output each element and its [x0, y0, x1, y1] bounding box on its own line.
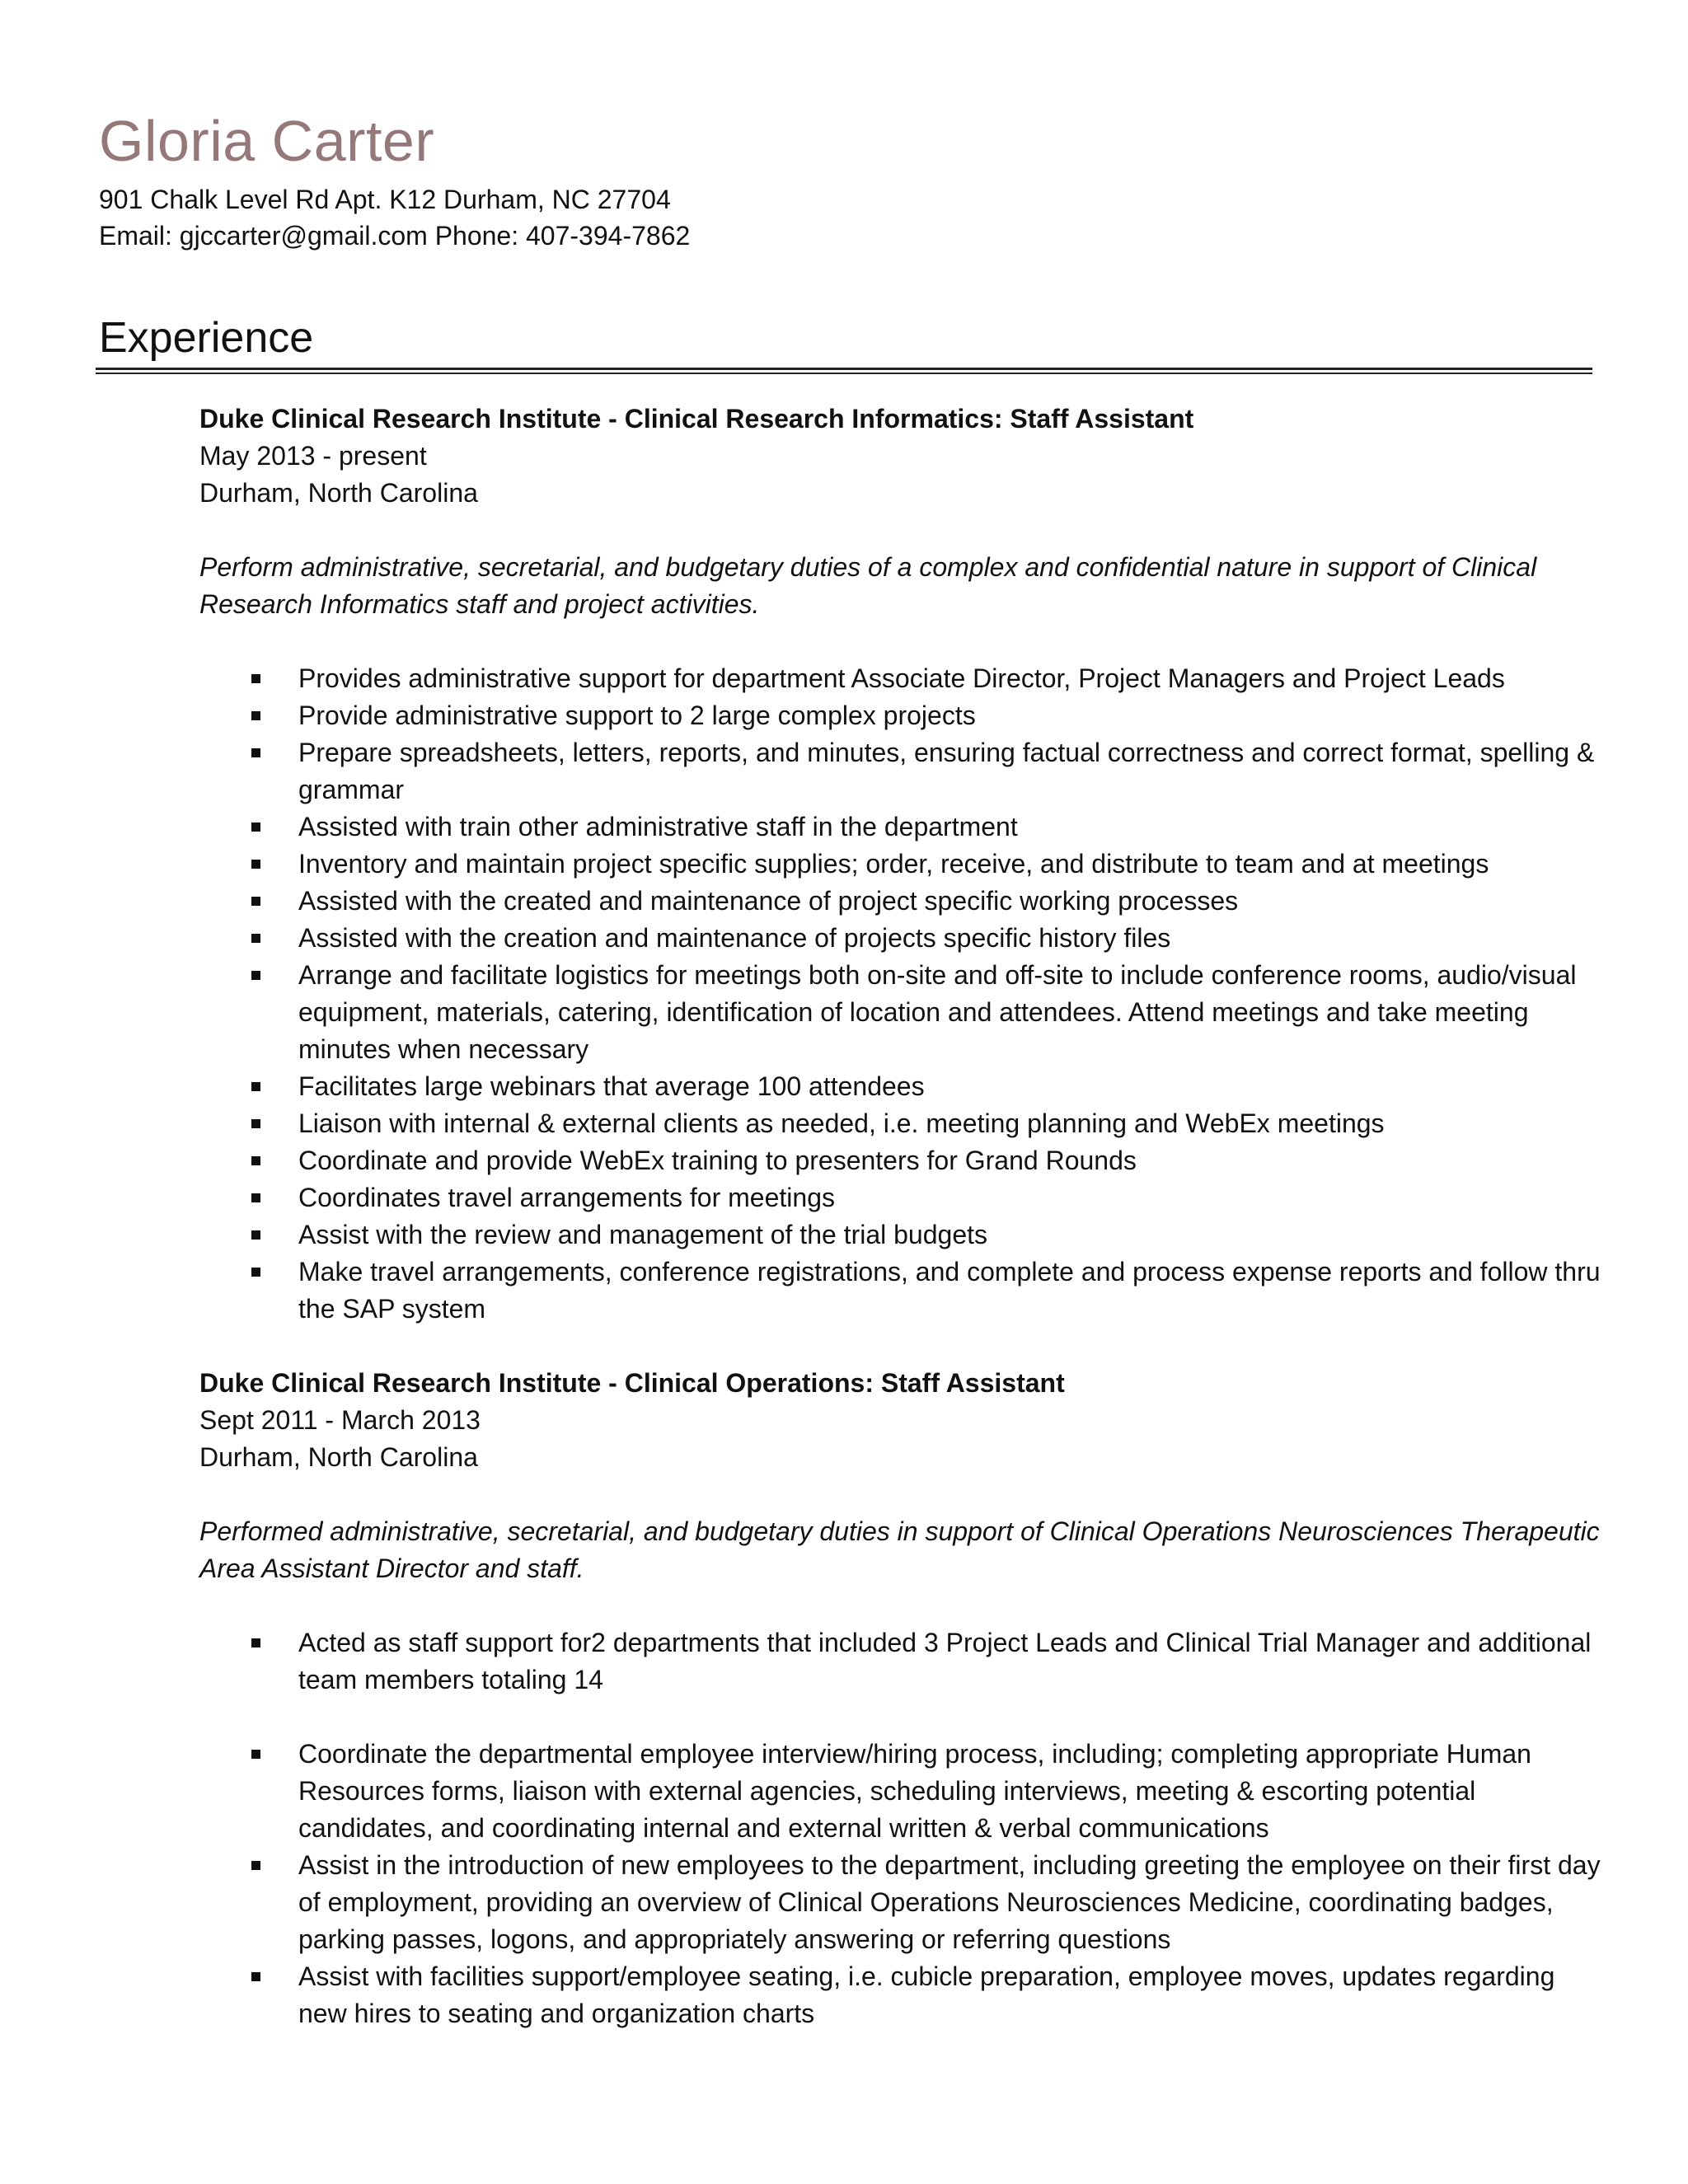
duty-text: Coordinate the departmental employee interview/hiring process, including; completing appropriate Human Resources forms, liaison with external agencies, scheduling interviews, meeting & escorting potential candidates, and coordinating internal and external written & verbal communications — [298, 1739, 1531, 1843]
duty-item — [199, 1736, 1601, 1847]
email-phone: Email: gjccarter@gmail.com Phone: 407-394-7862 — [99, 221, 691, 251]
address: 901 Chalk Level Rd Apt. K12 Durham, NC 27704 — [99, 185, 671, 214]
candidate-name: Gloria Carter — [99, 109, 435, 173]
section-divider — [96, 368, 1592, 370]
job-title: Duke Clinical Research Institute - Clinical Research Informatics: Staff Assistant — [199, 404, 1194, 434]
job-dates: May 2013 - present — [199, 441, 427, 471]
duty-text: Assisted with the creation and maintenance of projects specific history files — [298, 923, 1171, 953]
duty-item — [199, 1216, 1601, 1254]
job-location: Durham, North Carolina — [199, 478, 478, 508]
bullet-square-icon — [251, 1156, 260, 1165]
bullet-square-icon — [251, 1972, 260, 1981]
job-entry — [199, 1365, 1601, 2032]
duty-item — [199, 660, 1601, 697]
bullet-square-icon — [251, 748, 260, 757]
duty-text: Facilitates large webinars that average 100 attendees — [298, 1071, 925, 1101]
bullet-square-icon — [251, 674, 260, 683]
duty-text: Assist in the introduction of new employees to the department, including greeting the employee on their first day of employment, providing an overview of Clinical Operations Neurosciences Medicine, coordinating badges, parking passes, logons, and appropriately answering or referring questions — [298, 1850, 1601, 1954]
bullet-square-icon — [251, 1230, 260, 1240]
duty-item — [199, 697, 1601, 734]
duty-text: Make travel arrangements, conference registrations, and complete and process expense reports and follow thru the SAP system — [298, 1257, 1601, 1324]
duty-text: Inventory and maintain project specific supplies; order, receive, and distribute to team and at meetings — [298, 849, 1489, 879]
job-title: Duke Clinical Research Institute - Clinical Operations: Staff Assistant — [199, 1368, 1065, 1398]
bullet-square-icon — [251, 1861, 260, 1870]
duty-item — [199, 1068, 1601, 1105]
section-divider-secondary — [96, 373, 1592, 374]
bullet-square-icon — [251, 1082, 260, 1091]
bullet-square-icon — [251, 1119, 260, 1128]
bullet-square-icon — [251, 1750, 260, 1759]
bullet-square-icon — [251, 1268, 260, 1277]
job-entry — [199, 401, 1601, 1328]
duty-text: Arrange and facilitate logistics for meetings both on-site and off-site to include conference rooms, audio/visual equipment, materials, catering, identification of location and attendees. Attend meetings and take meeting minutes when necessary — [298, 960, 1577, 1064]
duty-item — [199, 846, 1601, 883]
duty-item — [199, 1958, 1601, 2032]
experience-content — [199, 401, 1601, 2069]
job-summary: Performed administrative, secretarial, and budgetary duties in support of Clinical Operations Neurosciences Therapeutic Area Assistant Director and staff. — [199, 1516, 1600, 1583]
duty-item — [199, 1847, 1601, 1958]
duty-text: Assist with facilities support/employee seating, i.e. cubicle preparation, employee moves, updates regarding new hires to seating and organization charts — [298, 1961, 1555, 2028]
bullet-square-icon — [251, 934, 260, 943]
job-summary: Perform administrative, secretarial, and budgetary duties of a complex and confidential nature in support of Clinical Research Informatics staff and project activities. — [199, 552, 1537, 619]
duty-item — [199, 808, 1601, 846]
duty-text: Assisted with train other administrative staff in the department — [298, 812, 1018, 841]
duty-text: Assist with the review and management of the trial budgets — [298, 1220, 987, 1249]
bullet-square-icon — [251, 711, 260, 720]
duty-item — [199, 1624, 1601, 1699]
bullet-square-icon — [251, 823, 260, 832]
duty-item — [199, 957, 1601, 1068]
duty-text: Acted as staff support for2 departments that included 3 Project Leads and Clinical Trial Manager and additional team members totaling 14 — [298, 1628, 1592, 1694]
bullet-square-icon — [251, 897, 260, 906]
bullet-square-icon — [251, 971, 260, 980]
duty-list — [199, 660, 1601, 1328]
duty-text: Liaison with internal & external clients as needed, i.e. meeting planning and WebEx meetings — [298, 1108, 1385, 1138]
job-dates: Sept 2011 - March 2013 — [199, 1405, 481, 1435]
duty-item — [199, 1254, 1601, 1328]
duty-item — [199, 883, 1601, 920]
duty-item — [199, 1105, 1601, 1142]
job-location: Durham, North Carolina — [199, 1442, 478, 1472]
duty-text: Prepare spreadsheets, letters, reports, and minutes, ensuring factual correctness and correct format, spelling & grammar — [298, 738, 1595, 804]
duty-item — [199, 920, 1601, 957]
section-title-experience: Experience — [99, 314, 314, 362]
bullet-square-icon — [251, 860, 260, 869]
duty-item — [199, 1142, 1601, 1179]
duty-text: Provides administrative support for department Associate Director, Project Managers and Project Leads — [298, 663, 1505, 693]
duty-item — [199, 1179, 1601, 1216]
duty-list — [199, 1624, 1601, 2032]
duty-text: Assisted with the created and maintenance of project specific working processes — [298, 886, 1239, 916]
duty-text: Provide administrative support to 2 large complex projects — [298, 701, 976, 730]
bullet-square-icon — [251, 1193, 260, 1202]
bullet-square-icon — [251, 1638, 260, 1647]
duty-text: Coordinates travel arrangements for meetings — [298, 1183, 835, 1212]
duty-item — [199, 734, 1601, 808]
duty-text: Coordinate and provide WebEx training to presenters for Grand Rounds — [298, 1146, 1137, 1175]
